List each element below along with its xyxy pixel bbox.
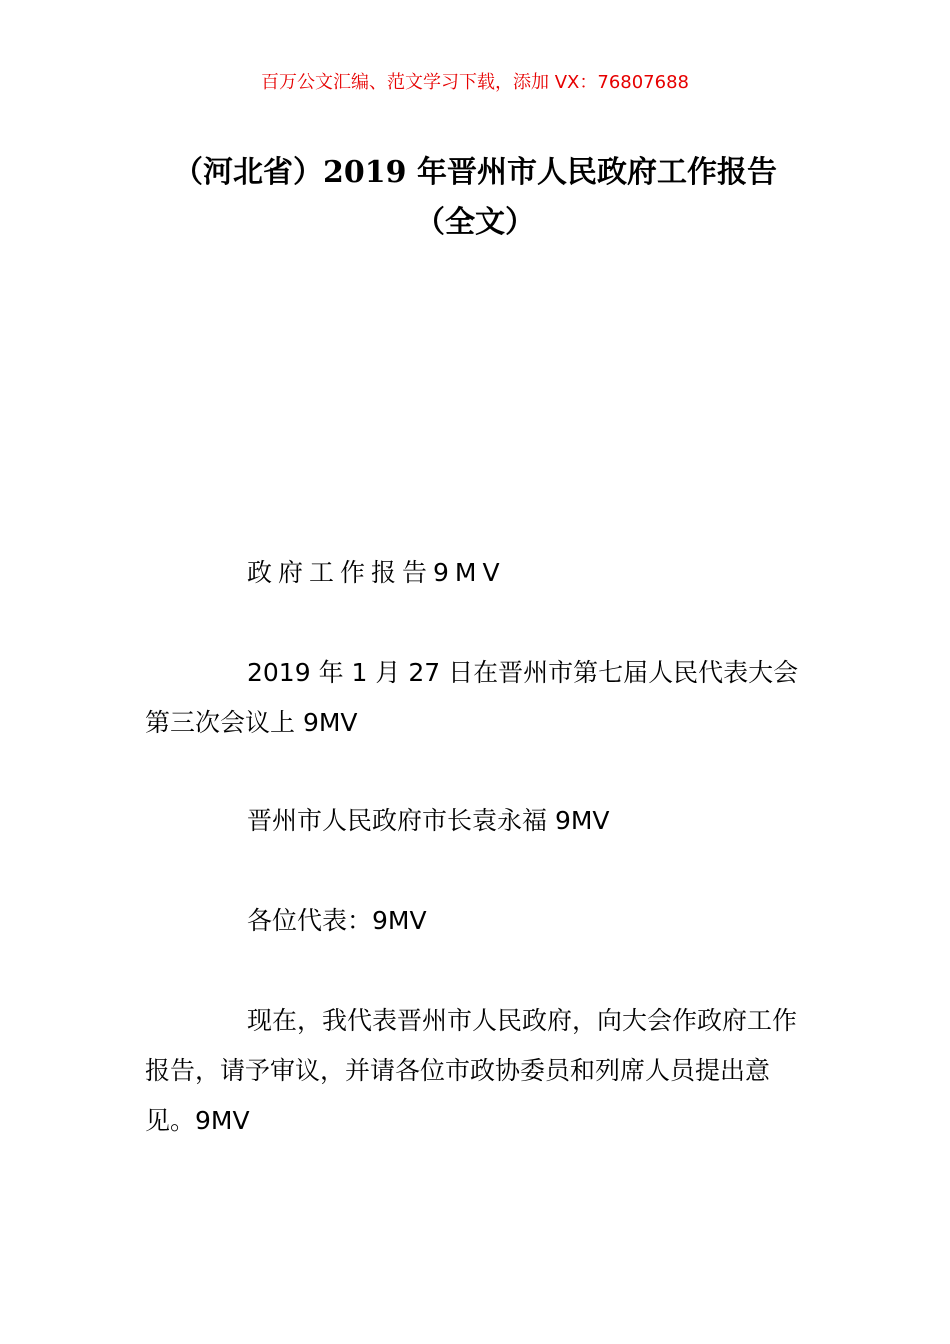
paragraph-salutation: 各位代表：9MV [247,906,427,935]
paragraph-meeting-date: 2019 年 1 月 27 日在晋州市第七届人民代表大会第三次会议上 9MV [145,658,799,737]
header-promo-note: 百万公文汇编、范文学习下载，添加 VX：76807688 [261,72,689,93]
document-title: （河北省）2019 年晋州市人民政府工作报告（全文） [173,155,777,240]
paragraph-report-heading: 政府工作报告9MV [247,558,506,587]
paragraph-opening: 现在，我代表晋州市人民政府，向大会作政府工作报告，请予审议，并请各位市政协委员和列席人员提出意见。9MV [145,1006,798,1135]
paragraph-mayor-name: 晋州市人民政府市长袁永福 9MV [247,806,610,835]
